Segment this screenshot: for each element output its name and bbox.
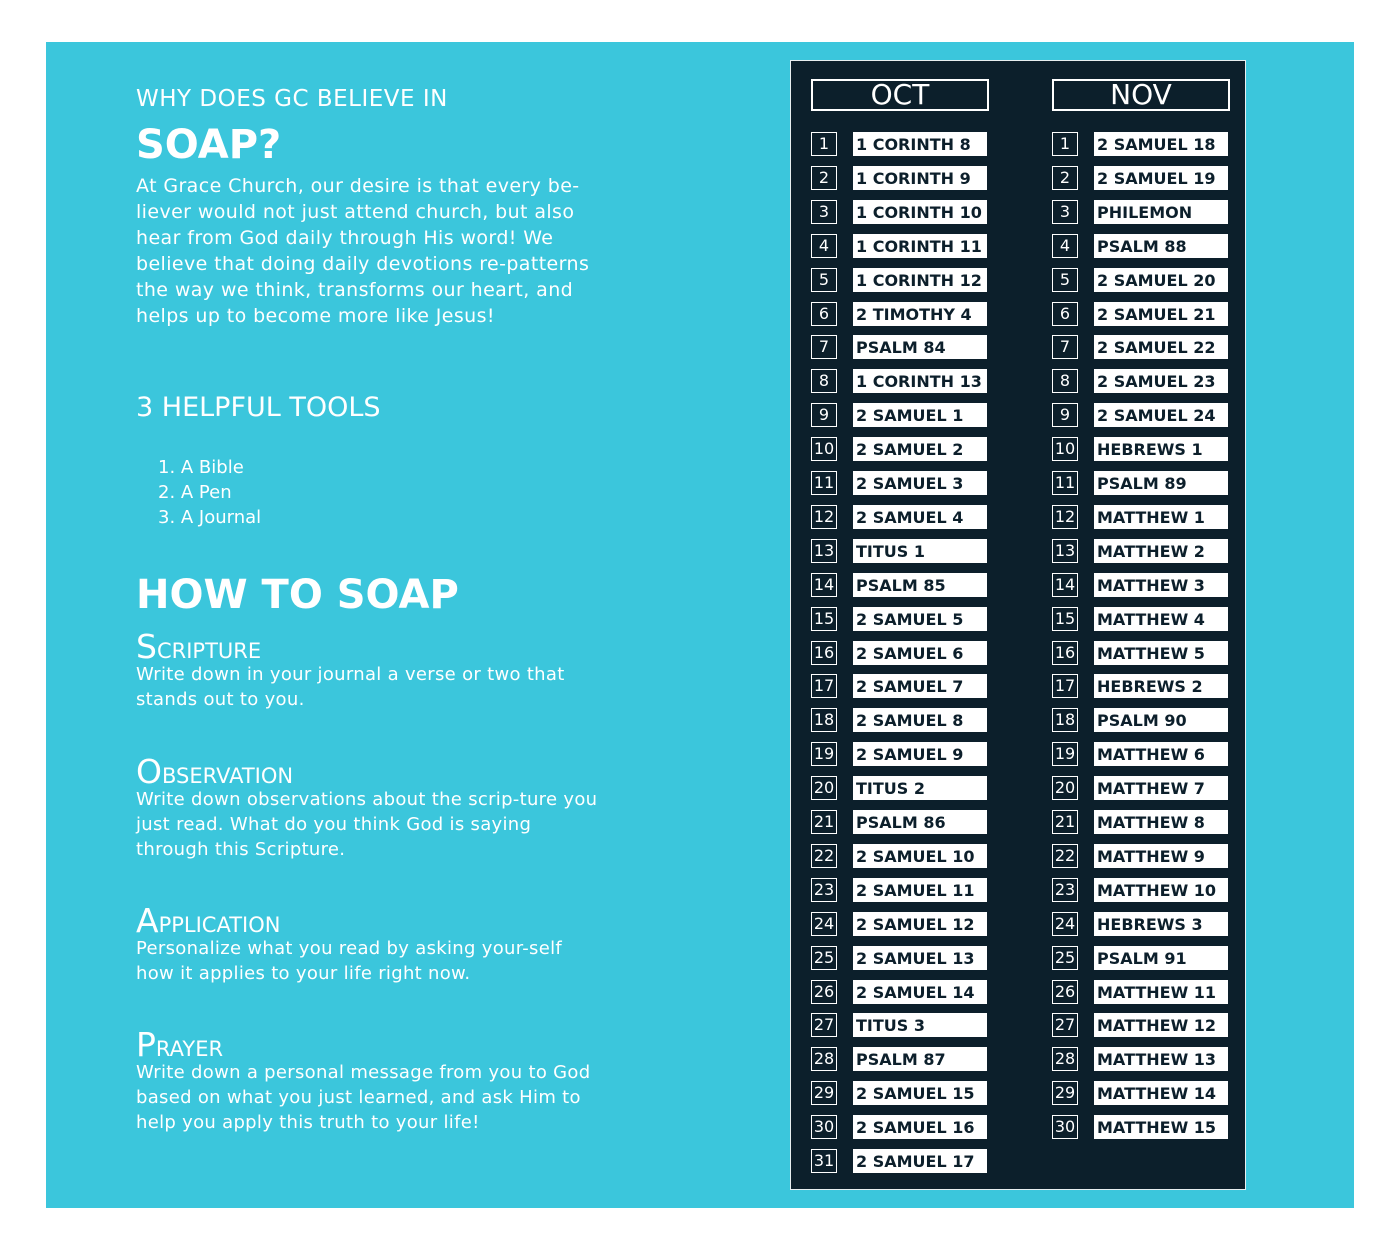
day-number: 29 (1052, 1081, 1078, 1105)
day-number: 8 (1052, 369, 1078, 393)
reading-row (1052, 742, 1232, 768)
day-number: 24 (1052, 912, 1078, 936)
reading-row (811, 166, 991, 192)
tools-list (158, 455, 261, 530)
reading-row (1052, 810, 1232, 836)
day-reading: 2 SAMUEL 12 (853, 912, 987, 936)
intro-title: SOAP? (136, 122, 282, 168)
day-number: 27 (811, 1013, 837, 1037)
day-reading: HEBREWS 1 (1094, 437, 1228, 461)
day-reading: PSALM 89 (1094, 471, 1228, 495)
reading-row (1052, 166, 1232, 192)
reading-row (811, 641, 991, 667)
reading-row (1052, 200, 1232, 226)
reading-row (1052, 369, 1232, 395)
reading-row (811, 708, 991, 734)
step-text: Write down a personal message from you to God based on what you just learned, and ask Him to help you apply this truth to your life! (136, 1062, 591, 1133)
day-reading: 2 TIMOTHY 4 (853, 302, 987, 326)
day-reading: 2 SAMUEL 2 (853, 437, 987, 461)
day-number: 14 (811, 573, 837, 597)
reading-row (1052, 607, 1232, 633)
step-text: Write down observations about the scrip-ture you just read. What do you think God is saying through this Scripture. (136, 789, 598, 860)
day-number: 26 (1052, 980, 1078, 1004)
reading-row (811, 1047, 991, 1073)
tool-item: 2. A Pen (158, 482, 232, 503)
day-reading: 2 SAMUEL 4 (853, 505, 987, 529)
day-reading: 1 CORINTH 12 (853, 268, 987, 292)
day-number: 25 (811, 946, 837, 970)
day-number: 7 (811, 335, 837, 359)
day-reading: MATTHEW 12 (1094, 1013, 1228, 1037)
reading-row (1052, 268, 1232, 294)
reading-row (1052, 674, 1232, 700)
day-number: 2 (811, 166, 837, 190)
reading-row (1052, 1013, 1232, 1039)
day-reading: 2 SAMUEL 21 (1094, 302, 1228, 326)
reading-row (811, 776, 991, 802)
reading-row (811, 471, 991, 497)
step-scripture (136, 627, 606, 712)
reading-row (1052, 1115, 1232, 1141)
reading-row (811, 912, 991, 938)
reading-row (811, 674, 991, 700)
day-number: 14 (1052, 573, 1078, 597)
day-reading: 2 SAMUEL 18 (1094, 132, 1228, 156)
day-number: 25 (1052, 946, 1078, 970)
day-number: 23 (811, 878, 837, 902)
day-number: 16 (811, 641, 837, 665)
reading-row (811, 403, 991, 429)
day-number: 17 (1052, 674, 1078, 698)
day-reading: 2 SAMUEL 13 (853, 946, 987, 970)
day-reading: 2 SAMUEL 11 (853, 878, 987, 902)
reading-row (811, 844, 991, 870)
day-number: 11 (1052, 471, 1078, 495)
day-number: 4 (1052, 234, 1078, 258)
reading-row (1052, 946, 1232, 972)
reading-row (811, 573, 991, 599)
reading-row (811, 1081, 991, 1107)
reading-row (1052, 132, 1232, 158)
step-observation (136, 752, 606, 862)
intro-body: At Grace Church, our desire is that every be-liever would not just attend church, but also hear from God daily through His word! We believe that doing daily devotions re-patterns the way we think, transforms our heart, and helps up to become more like Jesus! (136, 175, 590, 327)
reading-row (1052, 234, 1232, 260)
day-reading: MATTHEW 10 (1094, 878, 1228, 902)
day-reading: TITUS 3 (853, 1013, 987, 1037)
day-number: 20 (1052, 776, 1078, 800)
day-reading: 2 SAMUEL 3 (853, 471, 987, 495)
reading-row (1052, 302, 1232, 328)
day-number: 22 (811, 844, 837, 868)
reading-row (811, 132, 991, 158)
day-reading: 2 SAMUEL 9 (853, 742, 987, 766)
day-reading: 2 SAMUEL 6 (853, 641, 987, 665)
day-reading: MATTHEW 5 (1094, 641, 1228, 665)
day-number: 9 (811, 403, 837, 427)
reading-row (1052, 335, 1232, 361)
reading-row (811, 742, 991, 768)
day-number: 19 (1052, 742, 1078, 766)
day-reading: 1 CORINTH 9 (853, 166, 987, 190)
day-reading: PSALM 85 (853, 573, 987, 597)
reading-row (811, 980, 991, 1006)
day-reading: 2 SAMUEL 16 (853, 1115, 987, 1139)
day-reading: 2 SAMUEL 8 (853, 708, 987, 732)
day-number: 8 (811, 369, 837, 393)
day-reading: 2 SAMUEL 10 (853, 844, 987, 868)
day-number: 2 (1052, 166, 1078, 190)
day-reading: 2 SAMUEL 19 (1094, 166, 1228, 190)
day-reading: PSALM 88 (1094, 234, 1228, 258)
reading-row (811, 810, 991, 836)
reading-row (1052, 912, 1232, 938)
day-reading: 2 SAMUEL 23 (1094, 369, 1228, 393)
step-heading: APPLICATION (136, 901, 281, 940)
reading-row (811, 302, 991, 328)
day-number: 18 (811, 708, 837, 732)
month-header-nov: NOV (1052, 79, 1230, 111)
day-reading: PSALM 86 (853, 810, 987, 834)
day-number: 3 (811, 200, 837, 224)
day-reading: MATTHEW 7 (1094, 776, 1228, 800)
day-reading: 2 SAMUEL 24 (1094, 403, 1228, 427)
reading-row (811, 335, 991, 361)
day-number: 9 (1052, 403, 1078, 427)
day-reading: 1 CORINTH 11 (853, 234, 987, 258)
day-reading: MATTHEW 6 (1094, 742, 1228, 766)
day-reading: HEBREWS 3 (1094, 912, 1228, 936)
day-number: 24 (811, 912, 837, 936)
day-reading: 1 CORINTH 13 (853, 369, 987, 393)
reading-row (1052, 471, 1232, 497)
day-number: 15 (811, 607, 837, 631)
intro-kicker: WHY DOES GC BELIEVE IN (136, 86, 448, 112)
reading-row (1052, 844, 1232, 870)
day-reading: 2 SAMUEL 15 (853, 1081, 987, 1105)
day-reading: PSALM 90 (1094, 708, 1228, 732)
day-number: 27 (1052, 1013, 1078, 1037)
reading-row (1052, 980, 1232, 1006)
day-number: 1 (811, 132, 837, 156)
day-number: 3 (1052, 200, 1078, 224)
day-reading: PSALM 87 (853, 1047, 987, 1071)
day-reading: HEBREWS 2 (1094, 674, 1228, 698)
reading-row (1052, 1081, 1232, 1107)
day-reading: MATTHEW 2 (1094, 539, 1228, 563)
day-reading: 1 CORINTH 10 (853, 200, 987, 224)
day-reading: MATTHEW 4 (1094, 607, 1228, 631)
reading-row (1052, 403, 1232, 429)
reading-row (811, 607, 991, 633)
day-reading: 2 SAMUEL 5 (853, 607, 987, 631)
day-number: 16 (1052, 641, 1078, 665)
day-reading: MATTHEW 3 (1094, 573, 1228, 597)
day-number: 6 (811, 302, 837, 326)
day-number: 19 (811, 742, 837, 766)
day-number: 26 (811, 980, 837, 1004)
day-reading: MATTHEW 14 (1094, 1081, 1228, 1105)
day-number: 28 (811, 1047, 837, 1071)
day-reading: MATTHEW 9 (1094, 844, 1228, 868)
day-number: 5 (1052, 268, 1078, 292)
day-reading: MATTHEW 1 (1094, 505, 1228, 529)
step-text: Write down in your journal a verse or two that stands out to you. (136, 664, 565, 710)
reading-row (811, 369, 991, 395)
day-reading: 2 SAMUEL 7 (853, 674, 987, 698)
day-number: 12 (1052, 505, 1078, 529)
day-reading: PSALM 91 (1094, 946, 1228, 970)
step-heading: SCRIPTURE (136, 627, 262, 666)
day-reading: MATTHEW 8 (1094, 810, 1228, 834)
reading-row (1052, 776, 1232, 802)
day-reading: PSALM 84 (853, 335, 987, 359)
day-number: 30 (1052, 1115, 1078, 1139)
month-header-oct: OCT (811, 79, 989, 111)
day-number: 13 (1052, 539, 1078, 563)
day-number: 13 (811, 539, 837, 563)
day-reading: 2 SAMUEL 14 (853, 980, 987, 1004)
day-reading: 1 CORINTH 8 (853, 132, 987, 156)
day-reading: 2 SAMUEL 20 (1094, 268, 1228, 292)
day-reading: 2 SAMUEL 22 (1094, 335, 1228, 359)
day-number: 10 (1052, 437, 1078, 461)
reading-row (811, 1115, 991, 1141)
day-number: 11 (811, 471, 837, 495)
day-number: 12 (811, 505, 837, 529)
reading-row (1052, 539, 1232, 565)
reading-row (811, 1013, 991, 1039)
day-reading: MATTHEW 15 (1094, 1115, 1228, 1139)
reading-row (811, 437, 991, 463)
day-number: 15 (1052, 607, 1078, 631)
reading-row (1052, 878, 1232, 904)
day-number: 31 (811, 1149, 837, 1173)
reading-row (1052, 437, 1232, 463)
reading-row (811, 200, 991, 226)
day-number: 1 (1052, 132, 1078, 156)
reading-row (1052, 708, 1232, 734)
day-reading: MATTHEW 11 (1094, 980, 1228, 1004)
day-number: 22 (1052, 844, 1078, 868)
day-reading: TITUS 2 (853, 776, 987, 800)
day-number: 6 (1052, 302, 1078, 326)
tool-item: 1. A Bible (158, 457, 244, 478)
reading-row (1052, 505, 1232, 531)
step-text: Personalize what you read by asking your-self how it applies to your life right now. (136, 938, 563, 984)
day-reading: MATTHEW 13 (1094, 1047, 1228, 1071)
reading-row (1052, 641, 1232, 667)
step-heading: PRAYER (136, 1025, 224, 1064)
day-reading: 2 SAMUEL 17 (853, 1149, 987, 1173)
day-number: 23 (1052, 878, 1078, 902)
day-number: 5 (811, 268, 837, 292)
step-application (136, 901, 606, 986)
day-number: 20 (811, 776, 837, 800)
reading-row (811, 946, 991, 972)
how-title: HOW TO SOAP (136, 572, 459, 618)
reading-row (1052, 1047, 1232, 1073)
day-number: 4 (811, 234, 837, 258)
reading-row (811, 539, 991, 565)
day-number: 30 (811, 1115, 837, 1139)
day-reading: 2 SAMUEL 1 (853, 403, 987, 427)
reading-row (811, 878, 991, 904)
day-number: 28 (1052, 1047, 1078, 1071)
day-number: 17 (811, 674, 837, 698)
reading-row (811, 234, 991, 260)
reading-row (811, 505, 991, 531)
day-number: 29 (811, 1081, 837, 1105)
step-heading: OBSERVATION (136, 752, 294, 791)
reading-plan (790, 60, 1246, 1190)
day-number: 21 (1052, 810, 1078, 834)
reading-row (811, 1149, 991, 1175)
day-number: 21 (811, 810, 837, 834)
step-prayer (136, 1025, 606, 1135)
day-reading: PHILEMON (1094, 200, 1228, 224)
tools-title: 3 HELPFUL TOOLS (136, 392, 381, 423)
tool-item: 3. A Journal (158, 507, 262, 528)
day-number: 7 (1052, 335, 1078, 359)
day-number: 18 (1052, 708, 1078, 732)
reading-row (1052, 573, 1232, 599)
reading-row (811, 268, 991, 294)
day-number: 10 (811, 437, 837, 461)
day-reading: TITUS 1 (853, 539, 987, 563)
